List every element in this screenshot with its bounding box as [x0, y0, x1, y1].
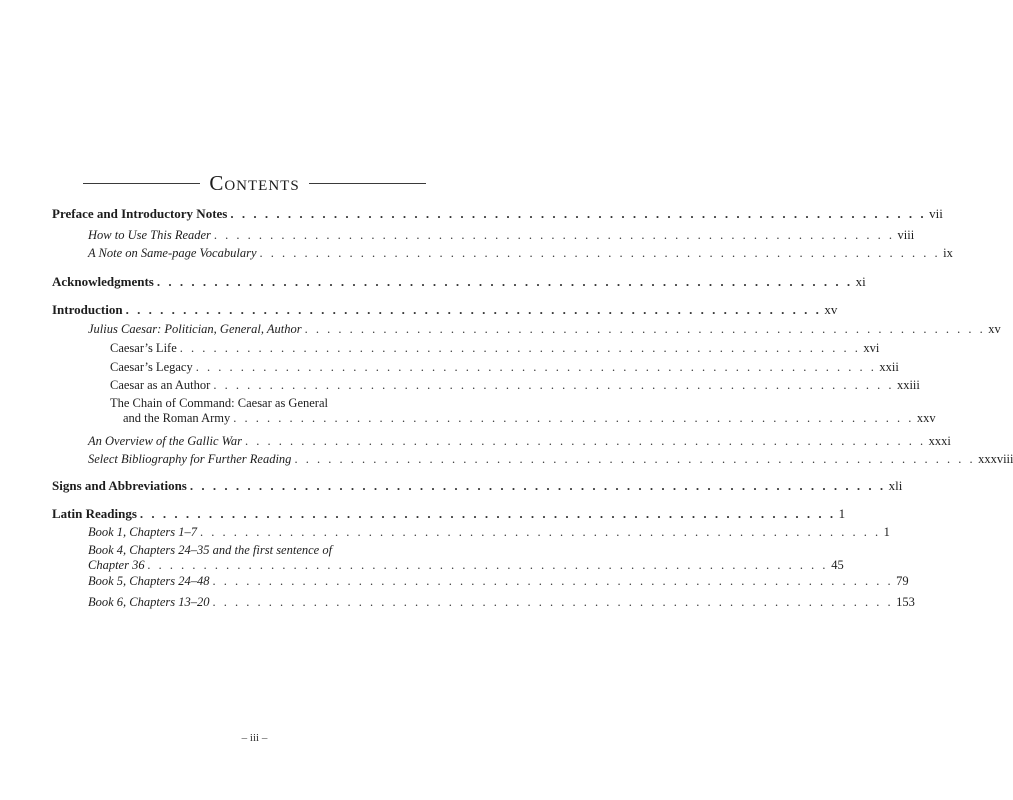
toc-entry-select-bibliography	[88, 452, 1013, 467]
toc-entry-page: vii	[929, 206, 943, 221]
toc-entry-book-5	[88, 574, 909, 589]
dot-leader: . . . . . . . . . . . . . . . . . . . . . . . . . . . . . . . . . . . . . . . . . . . . . . . . . . . . . . . . . . . . .	[233, 411, 914, 425]
toc-entry-title: Signs and Abbreviations	[52, 478, 187, 493]
dot-leader: . . . . . . . . . . . . . . . . . . . . . . . . . . . . . . . . . . . . . . . . . . . . . . . . . . . . . . . . . . . . .	[230, 206, 927, 221]
toc-entry-page: 45	[831, 558, 844, 572]
toc-entry-julius-caesar	[88, 322, 1001, 337]
dot-leader: . . . . . . . . . . . . . . . . . . . . . . . . . . . . . . . . . . . . . . . . . . . . . . . . . . . . . . . . . . . . .	[195, 360, 877, 374]
dot-leader: . . . . . . . . . . . . . . . . . . . . . . . . . . . . . . . . . . . . . . . . . . . . . . . . . . . . . . . . . . . . .	[294, 452, 976, 466]
dot-leader: . . . . . . . . . . . . . . . . . . . . . . . . . . . . . . . . . . . . . . . . . . . . . . . . . . . . . . . . . . . . .	[156, 274, 853, 289]
dot-leader: . . . . . . . . . . . . . . . . . . . . . . . . . . . . . . . . . . . . . . . . . . . . . . . . . . . . . . . . . . . . .	[189, 478, 886, 493]
toc-entry-title: An Overview of the Gallic War	[88, 434, 243, 448]
dot-leader: . . . . . . . . . . . . . . . . . . . . . . . . . . . . . . . . . . . . . . . . . . . . . . . . . . . . . . . . . . . . .	[212, 595, 894, 609]
page-title: Contents	[209, 171, 300, 195]
toc-entry-title: Book 5, Chapters 24–48	[88, 574, 210, 588]
dot-leader: . . . . . . . . . . . . . . . . . . . . . . . . . . . . . . . . . . . . . . . . . . . . . . . . . . . . . . . . . . . . .	[179, 341, 861, 355]
toc-entry-title: Caesar as an Author	[110, 378, 211, 392]
toc-entry-page: xxiii	[896, 378, 920, 392]
toc-entry-caesars-life	[110, 341, 880, 356]
toc-entry-page: xxii	[879, 360, 899, 374]
toc-entry-book-6	[88, 595, 915, 610]
dot-leader: . . . . . . . . . . . . . . . . . . . . . . . . . . . . . . . . . . . . . . . . . . . . . . . . . . . . . . . . . . . . .	[213, 228, 895, 242]
toc-entry-title-continued: Chapter 36	[88, 558, 145, 572]
toc-entry-page: 79	[896, 574, 909, 588]
toc-entry-page: xli	[888, 478, 903, 493]
toc-entry-page: ix	[943, 246, 953, 260]
toc-entry-chain-of-command	[110, 396, 936, 426]
toc-entry-page: xv	[824, 302, 838, 317]
toc-entry-caesar-as-author	[110, 378, 920, 393]
toc-entry-title: Acknowledgments	[52, 274, 154, 289]
toc-entry-page: 1	[838, 506, 846, 521]
toc-entry-page: xv	[988, 322, 1001, 336]
toc-entry-page: xxxviii	[978, 452, 1013, 466]
toc-entry-book-1	[88, 525, 890, 540]
toc-entry-title: Book 1, Chapters 1–7	[88, 525, 198, 539]
dot-leader: . . . . . . . . . . . . . . . . . . . . . . . . . . . . . . . . . . . . . . . . . . . . . . . . . . . . . . . . . . . . .	[139, 506, 836, 521]
dot-leader: . . . . . . . . . . . . . . . . . . . . . . . . . . . . . . . . . . . . . . . . . . . . . . . . . . . . . . . . . . . . .	[213, 378, 894, 392]
toc-entry-page: xvi	[863, 341, 880, 355]
toc-entry-book-4	[88, 543, 844, 573]
toc-entry-page: viii	[897, 228, 915, 242]
toc-entry-introduction	[52, 302, 838, 317]
toc-entry-title: Preface and Introductory Notes	[52, 206, 228, 221]
toc-entry-title: Book 4, Chapters 24–35 and the first sentence of	[88, 543, 333, 557]
toc-entry-title: The Chain of Command: Caesar as General	[110, 396, 328, 410]
toc-entry-page: xi	[855, 274, 866, 289]
toc-entry-title: A Note on Same-page Vocabulary	[88, 246, 257, 260]
dot-leader: . . . . . . . . . . . . . . . . . . . . . . . . . . . . . . . . . . . . . . . . . . . . . . . . . . . . . . . . . . . . .	[147, 558, 829, 572]
dot-leader: . . . . . . . . . . . . . . . . . . . . . . . . . . . . . . . . . . . . . . . . . . . . . . . . . . . . . . . . . . . . .	[125, 302, 822, 317]
toc-entry-page: xxxi	[928, 434, 951, 448]
toc-entry-title: Caesar’s Life	[110, 341, 177, 355]
toc-entry-page: xxv	[916, 411, 936, 425]
toc-entry-latin-readings	[52, 506, 846, 521]
toc-entry-acknowledgments	[52, 274, 866, 289]
toc-entry-how-to-use	[88, 228, 915, 243]
toc-entry-title: Introduction	[52, 302, 123, 317]
toc-entry-same-page-vocabulary	[88, 246, 953, 261]
toc-entry-title: Select Bibliography for Further Reading	[88, 452, 292, 466]
dot-leader: . . . . . . . . . . . . . . . . . . . . . . . . . . . . . . . . . . . . . . . . . . . . . . . . . . . . . . . . . . . . .	[212, 574, 894, 588]
dot-leader: . . . . . . . . . . . . . . . . . . . . . . . . . . . . . . . . . . . . . . . . . . . . . . . . . . . . . . . . . . . . .	[304, 322, 986, 336]
toc-entry-page: 1	[883, 525, 890, 539]
toc-entry-caesars-legacy	[110, 360, 899, 375]
heading-rule-left	[83, 183, 200, 184]
contents-heading	[0, 170, 509, 196]
toc-entry-page: 153	[896, 595, 915, 609]
toc-entry-title: Book 6, Chapters 13–20	[88, 595, 210, 609]
toc-entry-title: How to Use This Reader	[88, 228, 211, 242]
dot-leader: . . . . . . . . . . . . . . . . . . . . . . . . . . . . . . . . . . . . . . . . . . . . . . . . . . . . . . . . . . . . .	[200, 525, 881, 539]
toc-entry-signs-abbreviations	[52, 478, 903, 493]
toc-entry-gallic-war-overview	[88, 434, 951, 449]
toc-entry-title: Julius Caesar: Politician, General, Author	[88, 322, 302, 336]
toc-entry-title: Caesar’s Legacy	[110, 360, 193, 374]
dot-leader: . . . . . . . . . . . . . . . . . . . . . . . . . . . . . . . . . . . . . . . . . . . . . . . . . . . . . . . . . . . . .	[259, 246, 941, 260]
dot-leader: . . . . . . . . . . . . . . . . . . . . . . . . . . . . . . . . . . . . . . . . . . . . . . . . . . . . . . . . . . . . .	[245, 434, 926, 448]
toc-entry-title: Latin Readings	[52, 506, 137, 521]
page-number-footer: – iii –	[241, 732, 268, 744]
toc-entry-title-continued: and the Roman Army	[123, 411, 231, 425]
toc-entry-preface	[52, 206, 943, 221]
heading-rule-right	[309, 183, 426, 184]
